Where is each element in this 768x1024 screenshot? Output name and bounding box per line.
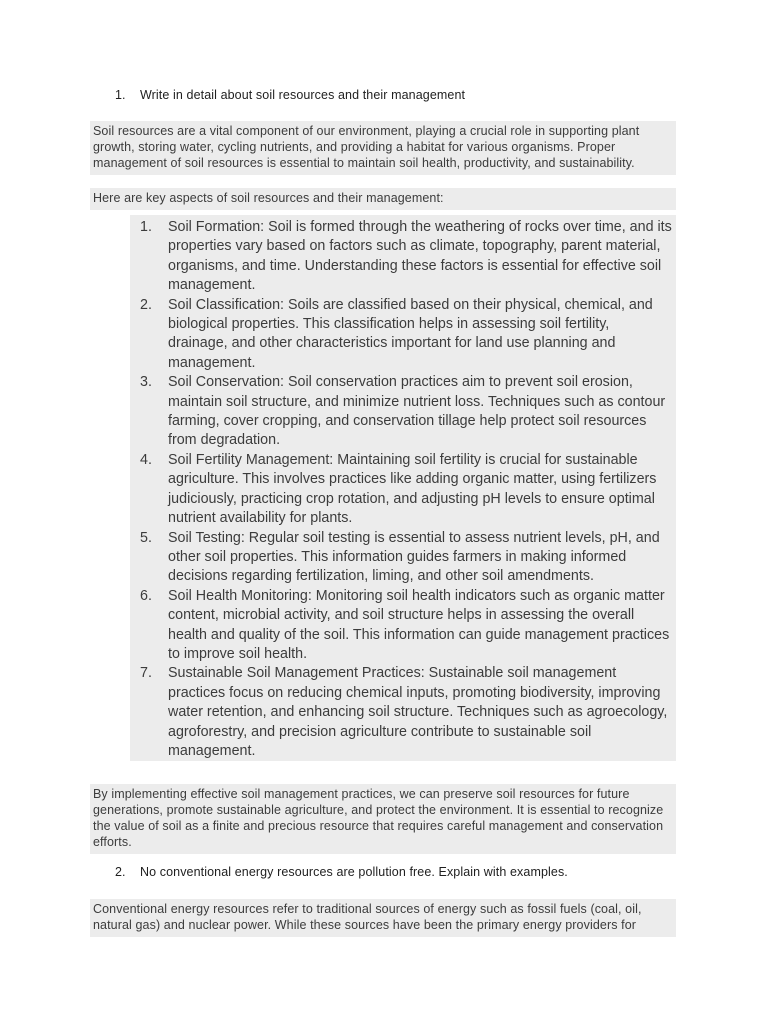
answer2-intro-paragraph: Conventional energy resources refer to traditional sources of energy such as fossil fuels (coal, oil, natural gas) and nuclear power. While these sources have been the primary energy providers for: [90, 899, 676, 937]
answer1-lead-in: Here are key aspects of soil resources and their management:: [90, 188, 676, 210]
list-item-number: 4.: [140, 451, 152, 468]
list-item-soil-fertility-management: [130, 451, 676, 529]
question-2-text: No conventional energy resources are pollution free. Explain with examples.: [140, 865, 568, 879]
list-item-text: Soil Health Monitoring: Monitoring soil health indicators such as organic matter content, microbial activity, and soil structure helps in assessing the overall health and quality of the soil. This information can guide management practices to improve soil health.: [168, 587, 670, 662]
list-item-soil-testing: [130, 529, 676, 587]
answer1-numbered-list: [130, 215, 676, 761]
list-item-text: Sustainable Soil Management Practices: Sustainable soil management practices focus on reducing chemical inputs, promoting biodiversity, improving water retention, and enhancing soil structure. Techniques such as agroecology, agroforestry, and precision agriculture contribute to sustainable soil management.: [168, 665, 668, 759]
answer1-intro-paragraph: Soil resources are a vital component of our environment, playing a crucial role in supporting plant growth, storing water, cycling nutrients, and providing a habitat for various organisms. Proper management of soil resources is essential to maintain soil health, productivity, and sustainability.: [90, 121, 676, 175]
question-1-number: 1.: [115, 88, 126, 102]
list-item-soil-formation: [130, 218, 676, 296]
list-item-soil-health-monitoring: [130, 587, 676, 665]
list-item-sustainable-soil-management: [130, 664, 676, 761]
list-item-text: Soil Testing: Regular soil testing is essential to assess nutrient levels, pH, and other soil properties. This information guides farmers in making informed decisions regarding fertilization, liming, and other soil amendments.: [168, 529, 660, 585]
list-item-soil-classification: [130, 296, 676, 374]
list-item-soil-conservation: [130, 373, 676, 451]
question-1: [115, 88, 465, 103]
list-item-text: Soil Classification: Soils are classified based on their physical, chemical, and biological properties. This classification helps in assessing soil fertility, drainage, and other characteristics important for land use planning and management.: [168, 296, 653, 371]
list-item-number: 3.: [140, 374, 152, 391]
answer1-closing-paragraph: By implementing effective soil management practices, we can preserve soil resources for future generations, promote sustainable agriculture, and protect the environment. It is essential to recognize the value of soil as a finite and precious resource that requires careful management and conservation efforts.: [90, 784, 676, 854]
list-item-number: 6.: [140, 587, 152, 604]
list-item-text: Soil Conservation: Soil conservation practices aim to prevent soil erosion, maintain soil structure, and minimize nutrient loss. Techniques such as contour farming, cover cropping, and conservation tillage help protect soil resources from degradation.: [168, 374, 666, 449]
question-2: [115, 865, 568, 880]
list-item-number: 5.: [140, 529, 152, 546]
list-item-number: 2.: [140, 296, 152, 313]
list-item-number: 1.: [140, 219, 152, 235]
list-item-text: Soil Fertility Management: Maintaining soil fertility is crucial for sustainable agriculture. This involves practices like adding organic matter, using fertilizers judiciously, practicing crop rotation, and adjusting pH levels to ensure optimal nutrient availability for plants.: [168, 451, 657, 527]
list-item-number: 7.: [140, 665, 152, 682]
list-item-text: Soil Formation: Soil is formed through the weathering of rocks over time, and its properties vary based on factors such as climate, topography, parent material, organisms, and time. Understanding these factors is essential for effective soil management.: [168, 219, 672, 294]
question-2-number: 2.: [115, 865, 126, 879]
question-1-text: Write in detail about soil resources and their management: [140, 88, 466, 102]
